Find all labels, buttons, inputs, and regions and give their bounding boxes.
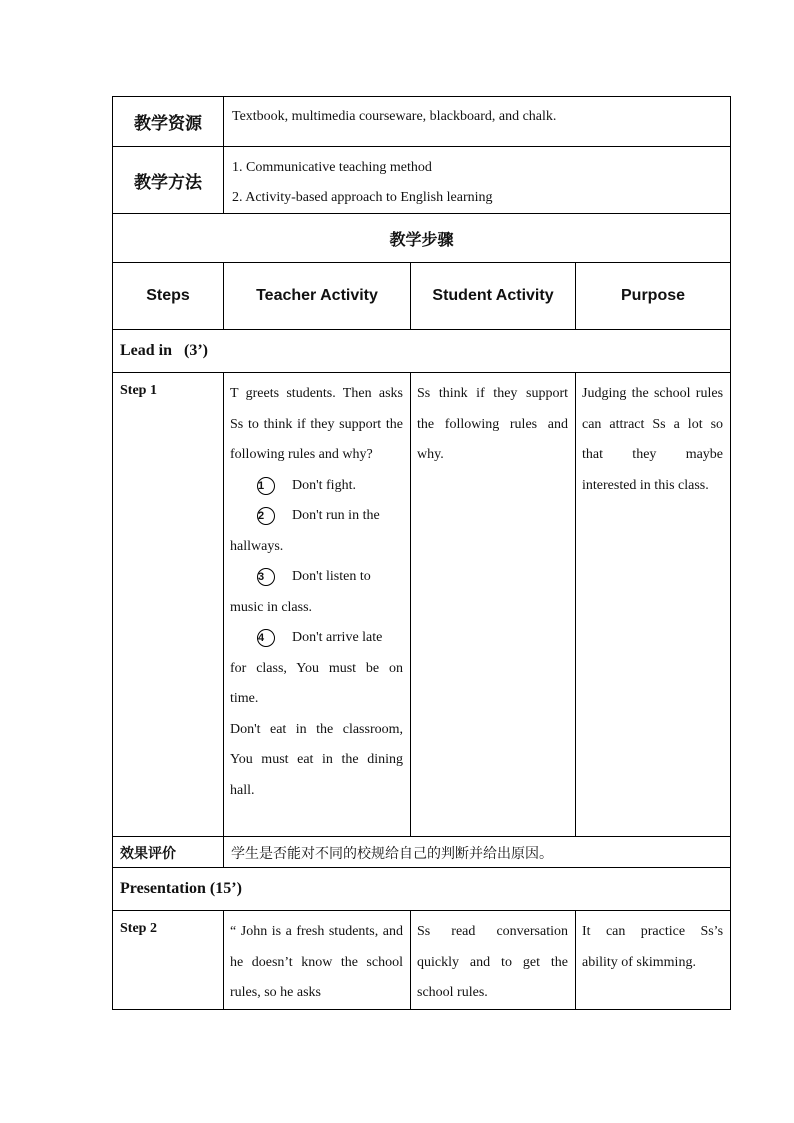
methods-label: 教学方法 [113, 147, 224, 214]
step-2-student-activity: Ss read conversation quickly and to get the school rules. [411, 911, 576, 1010]
evaluation-row [113, 837, 731, 868]
rule-item [230, 562, 403, 593]
rule-text: Don't run in the [292, 508, 380, 523]
teacher-intro: T greets students. Then asks Ss to think if they support the following rules and why? [230, 386, 403, 462]
steps-title-row [113, 214, 731, 263]
rule-text: Don't listen to [292, 569, 371, 584]
rule-text-continued: hallways. [230, 538, 284, 554]
header-purpose: Purpose [576, 263, 731, 330]
evaluation-text: 学生是否能对不同的校规给自己的判断并给出原因。 [224, 837, 731, 868]
lead-in-title [113, 330, 731, 373]
rule-text-continued: music in class. [230, 599, 313, 615]
circled-number-icon: 4 [257, 629, 275, 647]
step-2-row [113, 911, 731, 1010]
presentation-section-row [113, 868, 731, 911]
step-1-student-activity: Ss think if they support the following rules and why. [411, 373, 576, 837]
lead-in-title-text: Lead in (3’) [120, 342, 208, 359]
resources-text-cell [224, 97, 731, 147]
step-2-purpose: It can practice Ss’s ability of skimming. [576, 911, 731, 1010]
step-1-teacher-activity [224, 373, 411, 837]
rule-item [230, 623, 403, 654]
step-2-label: Step 2 [113, 911, 224, 1010]
step-1-row [113, 373, 731, 837]
lead-in-section-row [113, 330, 731, 373]
method-item: 1. Communicative teaching method [232, 160, 432, 175]
teacher-extra-rule: Don't eat in the classroom, You must eat in the dining hall. [230, 721, 403, 798]
step-2-teacher-activity: “ John is a fresh students, and he doesn’t know the school rules, so he asks [224, 911, 411, 1010]
step-1-purpose: Judging the school rules can attract Ss a lot so that they maybe interested in this class. [576, 373, 731, 837]
header-student-activity: Student Activity [411, 263, 576, 330]
lesson-plan-table [112, 96, 731, 1010]
evaluation-label: 效果评价 [113, 837, 224, 868]
methods-row [113, 147, 731, 214]
column-header-row [113, 263, 731, 330]
rule-item [230, 501, 403, 532]
methods-list [224, 147, 731, 214]
method-item: 2. Activity-based approach to English learning [232, 190, 493, 205]
rule-text: Don't arrive late [292, 630, 383, 645]
circled-number-icon: 2 [257, 507, 275, 525]
steps-title: 教学步骤 [113, 214, 731, 263]
resources-label: 教学资源 [113, 97, 224, 147]
lesson-plan-page [112, 96, 730, 1010]
rule-text: Don't fight. [292, 477, 356, 493]
presentation-title: Presentation (15’) [113, 868, 731, 911]
rule-item [230, 471, 403, 502]
circled-number-icon: 3 [257, 568, 275, 586]
resources-row [113, 97, 731, 147]
header-teacher-activity: Teacher Activity [224, 263, 411, 330]
circled-number-icon: 1 [257, 477, 275, 495]
header-steps: Steps [113, 263, 224, 330]
rule-text-continued: for class, You must be on time. [230, 660, 403, 706]
step-1-label: Step 1 [113, 373, 224, 837]
resources-text: Textbook, multimedia courseware, blackboard, and chalk. [232, 109, 557, 124]
